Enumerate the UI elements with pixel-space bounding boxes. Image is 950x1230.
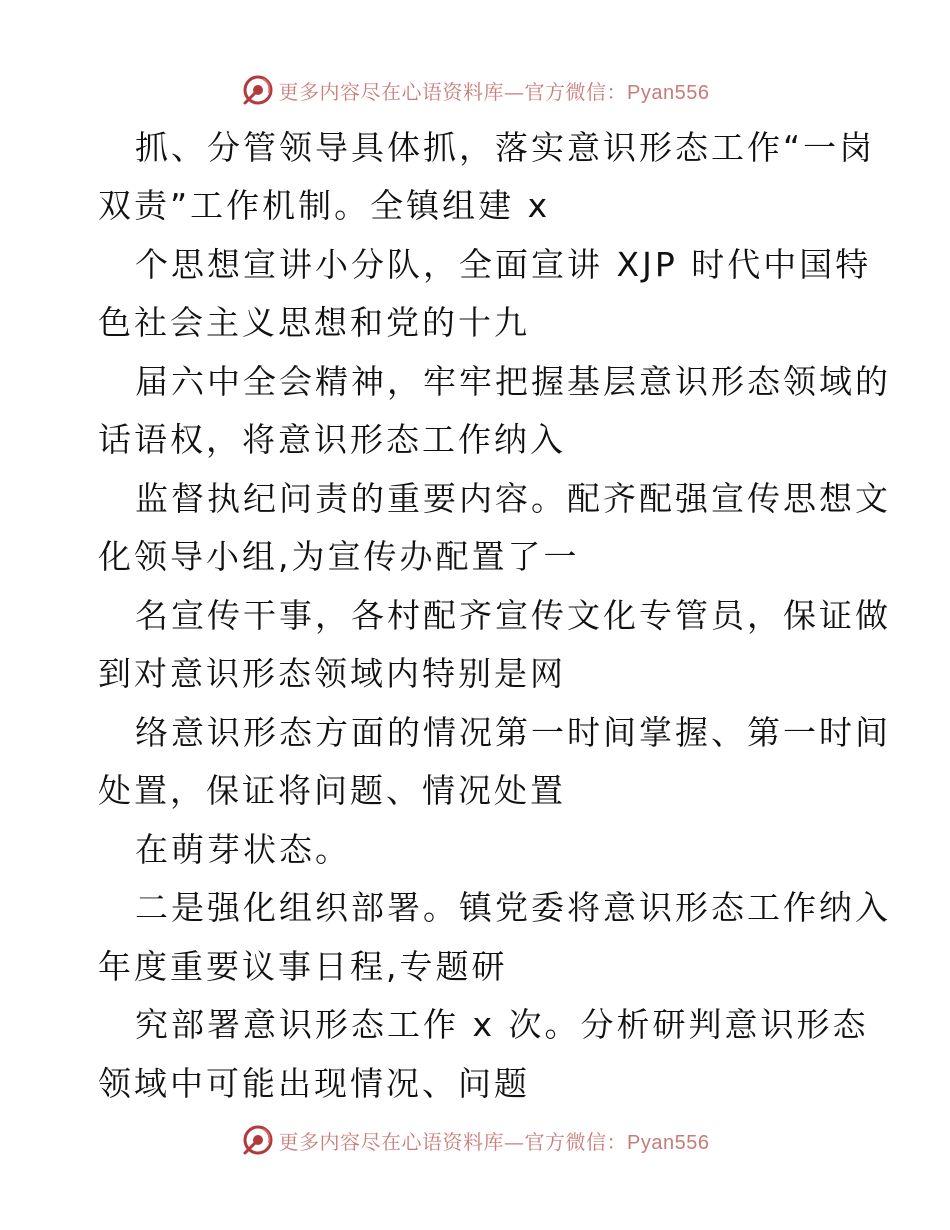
body-line: 监督执纪问责的重要内容。配齐配强宣传思想文	[135, 479, 891, 518]
body-line: 在萌芽状态。	[135, 830, 351, 869]
banner-text: 更多内容尽在心语资料库—官方微信：Pyan556	[278, 1129, 710, 1154]
body-line: 处置，保证将问题、情况处置	[98, 771, 566, 810]
wechat-account: Pyan556	[627, 81, 710, 104]
body-line: 领域中可能出现情况、问题	[98, 1064, 530, 1103]
body-line: 届六中全会精神，牢牢把握基层意识形态领域的	[135, 362, 891, 401]
body-line: 化领导小组,为宣传办配置了一	[98, 537, 580, 576]
body-line: 络意识形态方面的情况第一时间掌握、第一时间	[135, 713, 891, 752]
body-line: 抓、分管领导具体抓，落实意识形态工作“一岗	[135, 128, 876, 167]
body-line: 二是强化组织部署。镇党委将意识形态工作纳入	[135, 888, 891, 927]
body-line: 色社会主义思想和党的十九	[98, 303, 530, 342]
header-banner	[0, 70, 950, 110]
wechat-account: Pyan556	[627, 1131, 710, 1154]
body-line: 话语权，将意识形态工作纳入	[98, 420, 566, 459]
logo-icon	[241, 1123, 275, 1157]
body-line: 名宣传干事，各村配齐宣传文化专管员，保证做	[135, 596, 891, 635]
body-line: 年度重要议事日程,专题研	[98, 947, 508, 986]
body-line: 究部署意识形态工作 x 次。分析研判意识形态	[135, 1005, 869, 1044]
body-line: 双责”工作机制。全镇组建 x	[98, 186, 551, 225]
body-line: 个思想宣讲小分队，全面宣讲 XJP 时代中国特	[135, 245, 872, 284]
body-line: 到对意识形态领域内特别是网	[98, 654, 566, 693]
logo-icon	[241, 73, 275, 107]
footer-banner	[0, 1120, 950, 1160]
banner-text: 更多内容尽在心语资料库—官方微信：Pyan556	[278, 79, 710, 104]
